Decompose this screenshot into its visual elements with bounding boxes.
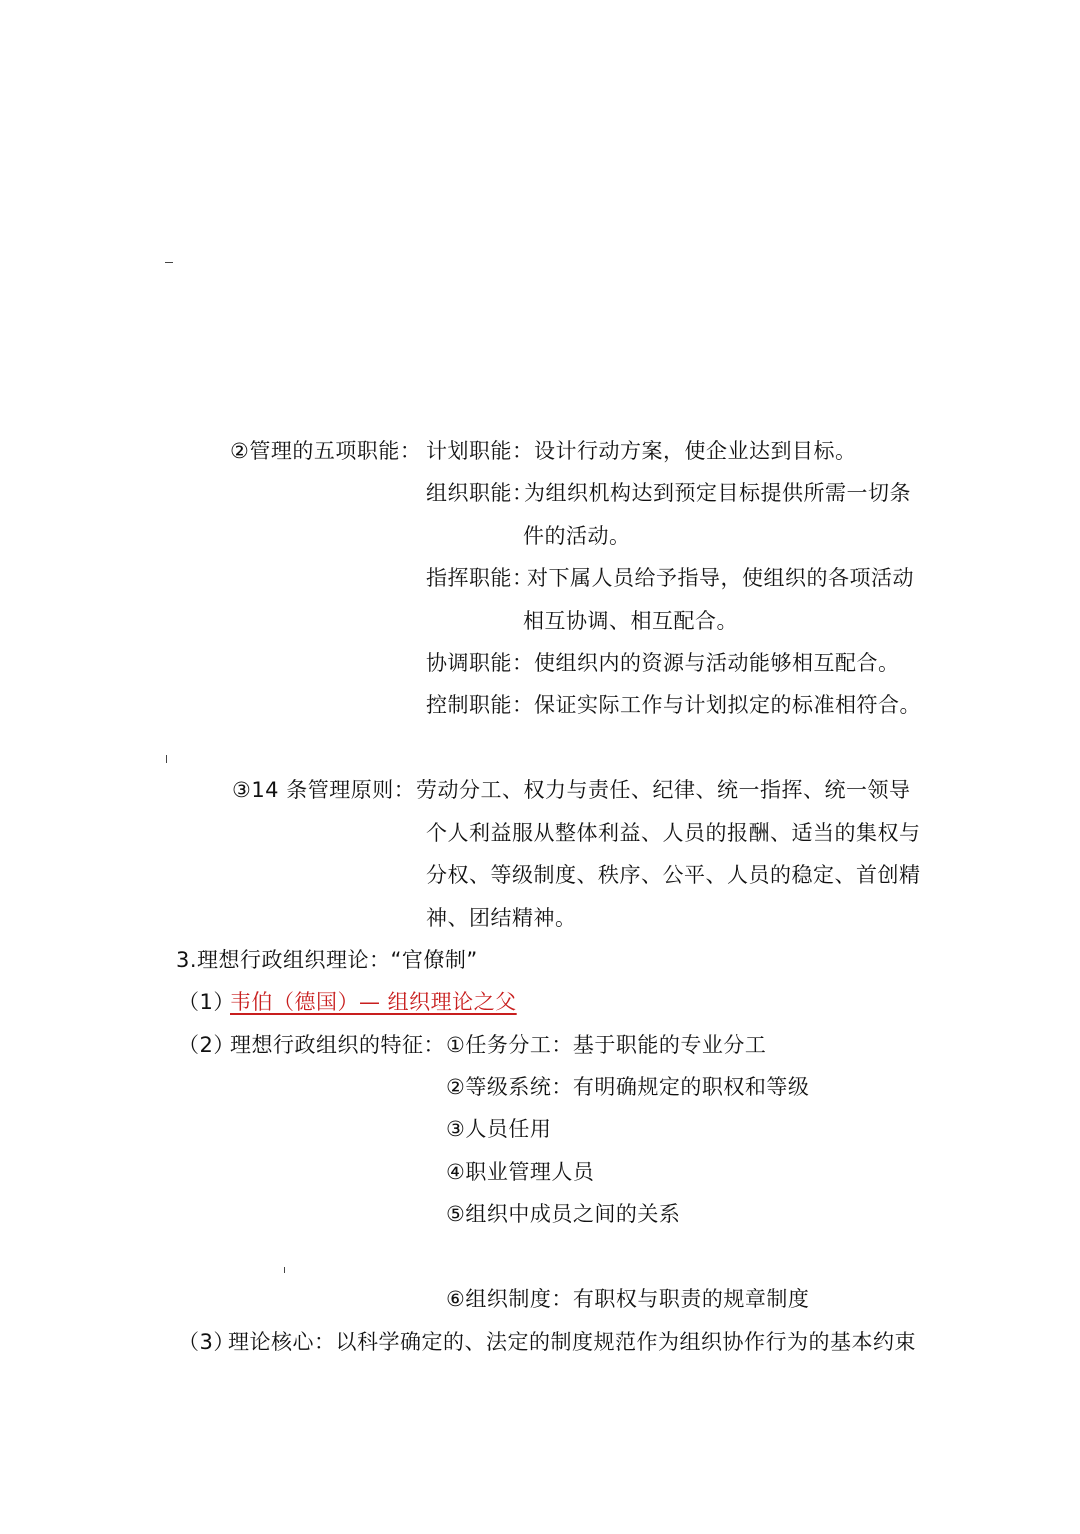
- section3-title: 3.理想行政组织理论：“官僚制”: [176, 948, 478, 972]
- section3-item1-prefix: （1）: [178, 990, 235, 1014]
- functions-heading: ②管理的五项职能：: [230, 439, 422, 463]
- function-label-command: 指挥职能：: [426, 566, 534, 590]
- function-label-organize: 组织职能：: [426, 481, 534, 505]
- feature-3: ③人员任用: [446, 1117, 552, 1141]
- function-text-plan: 设计行动方案，使企业达到目标。: [534, 439, 857, 463]
- scan-mark-tick: [166, 755, 167, 763]
- principles-line-1: 劳动分工、权力与责任、纪律、统一指挥、统一领导: [416, 778, 911, 802]
- feature-6: ⑥组织制度：有职权与职责的规章制度: [446, 1287, 810, 1311]
- function-text-organize: 为组织机构达到预定目标提供所需一切条: [524, 481, 911, 505]
- function-label-coordinate: 协调职能：: [426, 651, 534, 675]
- principles-heading: ③14 条管理原则：: [232, 778, 416, 802]
- section3-item3-text: 理论核心：以科学确定的、法定的制度规范作为组织协作行为的基本约束: [228, 1330, 916, 1354]
- function-text-control: 保证实际工作与计划拟定的标准相符合。: [534, 693, 921, 717]
- feature-1: ①任务分工：基于职能的专业分工: [446, 1033, 767, 1057]
- section3-item3-prefix: （3）: [178, 1330, 235, 1354]
- scan-mark-tick-2: [284, 1267, 285, 1273]
- principles-line-4: 神、团结精神。: [426, 906, 577, 930]
- function-text-coordinate: 使组织内的资源与活动能够相互配合。: [534, 651, 900, 675]
- function-cont-organize: 件的活动。: [523, 524, 631, 548]
- principles-line-2: 个人利益服从整体利益、人员的报酬、适当的集权与: [426, 821, 921, 845]
- section3-item2-label: 理想行政组织的特征：: [230, 1033, 445, 1057]
- function-label-plan: 计划职能：: [426, 439, 534, 463]
- section3-item2-prefix: （2）: [178, 1033, 235, 1057]
- function-cont-command: 相互协调、相互配合。: [523, 609, 738, 633]
- scan-mark-dash: [165, 262, 173, 263]
- feature-4: ④职业管理人员: [446, 1160, 595, 1184]
- section3-item1-weber: 韦伯（德国）— 组织理论之父: [230, 990, 517, 1014]
- function-label-control: 控制职能：: [426, 693, 534, 717]
- principles-line-3: 分权、等级制度、秩序、公平、人员的稳定、首创精: [426, 863, 921, 887]
- function-text-command: 对下属人员给予指导，使组织的各项活动: [527, 566, 914, 590]
- feature-2: ②等级系统：有明确规定的职权和等级: [446, 1075, 810, 1099]
- feature-5: ⑤组织中成员之间的关系: [446, 1202, 681, 1226]
